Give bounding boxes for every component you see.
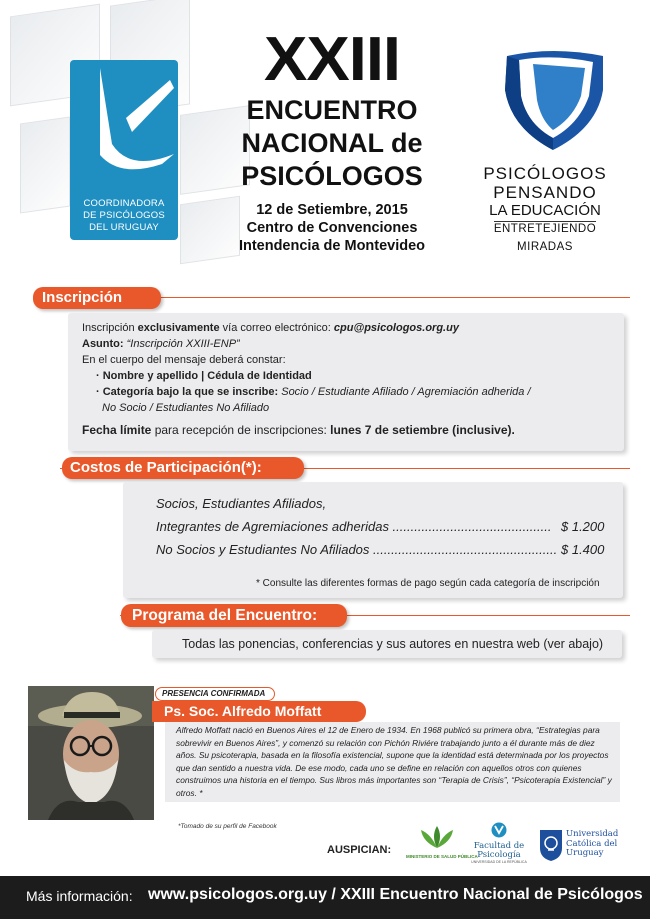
inscripcion-line — [82, 320, 531, 336]
ppe-logo — [470, 50, 620, 253]
cost-line: Socios, Estudiantes Afiliados, — [156, 496, 327, 511]
sponsor-msp-text: MINISTERIO DE SALUD PÚBLICA — [406, 854, 478, 859]
asunto-label: Asunto: — [82, 338, 124, 350]
deadline-line — [82, 422, 531, 438]
title-line: ENCUENTRO — [246, 95, 418, 125]
text-bold: exclusivamente — [137, 322, 220, 334]
text: Inscripción — [82, 322, 138, 334]
speaker-portrait-icon — [28, 686, 154, 820]
shield-book-icon — [493, 50, 613, 152]
title-number: XXIII — [264, 25, 400, 94]
sponsor-ucu-text — [566, 830, 618, 859]
footer-label: Más información: — [26, 888, 133, 904]
speaker-bio: Alfredo Moffatt nació en Buenos Aires el 12 de Enero de 1934. En 1968 publicó su primera obra, “Estrategias para sobrevivir en Buenos Aires”, y comenzó su relación con Pichón Riviére trabajando junto a él durante más de diez años. Su psicoterapia, basada en la filosofía existencial, supone que la identidad está determinada por los proyectos que dan sentido a nuestra vida. De ese modo, cada uno se define en relación con aquellos otros con quienes construimos una historia en el tiempo. Sus libros más importantes son “Terapia de Crisis”, “Psicoterapia Existencial” y otros. * — [176, 725, 612, 798]
cpu-logo-mark — [70, 60, 178, 200]
presence-badge: PRESENCIA CONFIRMADA — [155, 687, 275, 701]
inscripcion-item — [82, 384, 531, 400]
sponsor-fpsico-line: Psicología — [477, 850, 521, 860]
ppe-logo-line: PENSANDO — [493, 183, 597, 202]
ppe-logo-line: MIRADAS — [517, 241, 573, 253]
cost-line: No Socios y Estudiantes No Afiliados ................................................... — [156, 542, 558, 557]
costos-note: * Consulte las diferentes formas de pago según cada categoría de inscripción — [256, 578, 600, 589]
cpu-logo — [70, 60, 178, 240]
inscripcion-line: En el cuerpo del mensaje deberá constar: — [82, 354, 286, 366]
sponsors-label: AUSPICIAN: — [327, 844, 392, 856]
section-heading-programa: Programa del Encuentro: — [121, 604, 347, 627]
programa-text: Todas las ponencias, conferencias y sus autores en nuestra web (ver abajo) — [182, 637, 604, 651]
cpu-logo-line: DEL URUGUAY — [89, 222, 159, 233]
event-venue: Intendencia de Montevideo — [238, 238, 426, 254]
sponsor-ucu-line: Universidad — [566, 829, 619, 839]
title-line: NACIONAL de — [241, 128, 423, 158]
event-date: 12 de Setiembre, 2015 — [256, 202, 408, 218]
speaker-name: Ps. Soc. Alfredo Moffatt — [152, 701, 366, 722]
asunto-value: “Inscripción XXIII-ENP” — [126, 338, 240, 350]
title-line: PSICÓLOGOS — [241, 161, 423, 191]
speaker-photo — [28, 686, 154, 820]
section-heading-costos: Costos de Participación(*): — [62, 457, 304, 479]
sponsor-fpsico-line: Facultad de — [473, 841, 525, 851]
section-heading-inscripcion: Inscripción — [33, 287, 161, 309]
text: vía correo electrónico: — [219, 322, 334, 334]
cpu-logo-text — [70, 198, 178, 234]
item-value: No Socio / Estudiantes No Afiliado — [102, 402, 270, 414]
sponsor-fpsico-line: UNIVERSIDAD DE LA REPÚBLICA — [471, 860, 527, 864]
event-title — [232, 25, 432, 255]
ppe-logo-line: ENTRETEJIENDO — [493, 223, 597, 235]
cost-price: $ 1.400 — [561, 542, 605, 557]
sponsor-ucu — [538, 826, 620, 862]
footer-url[interactable]: www.psicologos.org.uy — [148, 886, 327, 903]
inscripcion-item — [82, 400, 531, 416]
ucu-shield-icon — [538, 828, 564, 862]
text: para recepción de inscripciones: — [151, 423, 331, 437]
cpu-logo-line: COORDINADORA — [83, 198, 165, 209]
leaf-icon — [417, 826, 457, 850]
inscripcion-line — [82, 336, 531, 352]
footer-bar — [0, 876, 650, 919]
cost-line: Integrantes de Agremiaciones adheridas ............................................ — [156, 519, 552, 534]
email-link[interactable]: cpu@psicologos.org.uy — [333, 322, 459, 334]
footer-content — [148, 886, 643, 904]
cost-price: $ 1.200 — [561, 519, 605, 534]
inscripcion-item: · Nombre y apellido | Cédula de Identidad — [96, 370, 312, 382]
bio-footnote: *Tomado de su perfil de Facebook — [178, 823, 277, 830]
ppe-logo-text — [470, 164, 620, 255]
inscripcion-text — [82, 320, 531, 438]
deadline-value: lunes 7 de setiembre (inclusive). — [330, 423, 515, 437]
item-label: · Categoría bajo la que se inscribe: — [96, 386, 279, 398]
event-venue: Centro de Convenciones — [246, 220, 418, 236]
ppe-logo-line: LA EDUCACIÓN — [489, 202, 601, 219]
sponsor-msp — [406, 826, 478, 862]
sponsor-ucu-line: Uruguay — [566, 848, 604, 858]
footer-rest: / XXIII Encuentro Nacional de Psicólogos — [326, 886, 643, 903]
sponsor-ucu-line: Católica del — [566, 838, 618, 849]
deadline-label: Fecha límite — [82, 423, 152, 437]
ppe-logo-line: PSICÓLOGOS — [483, 164, 607, 183]
item-value: Socio / Estudiante Afiliado / Agremiación adherida / — [278, 386, 531, 398]
psi-circle-icon — [491, 822, 507, 838]
sponsor-fpsico — [470, 822, 528, 866]
cpu-logo-line: DE PSICÓLOGOS — [83, 210, 165, 221]
